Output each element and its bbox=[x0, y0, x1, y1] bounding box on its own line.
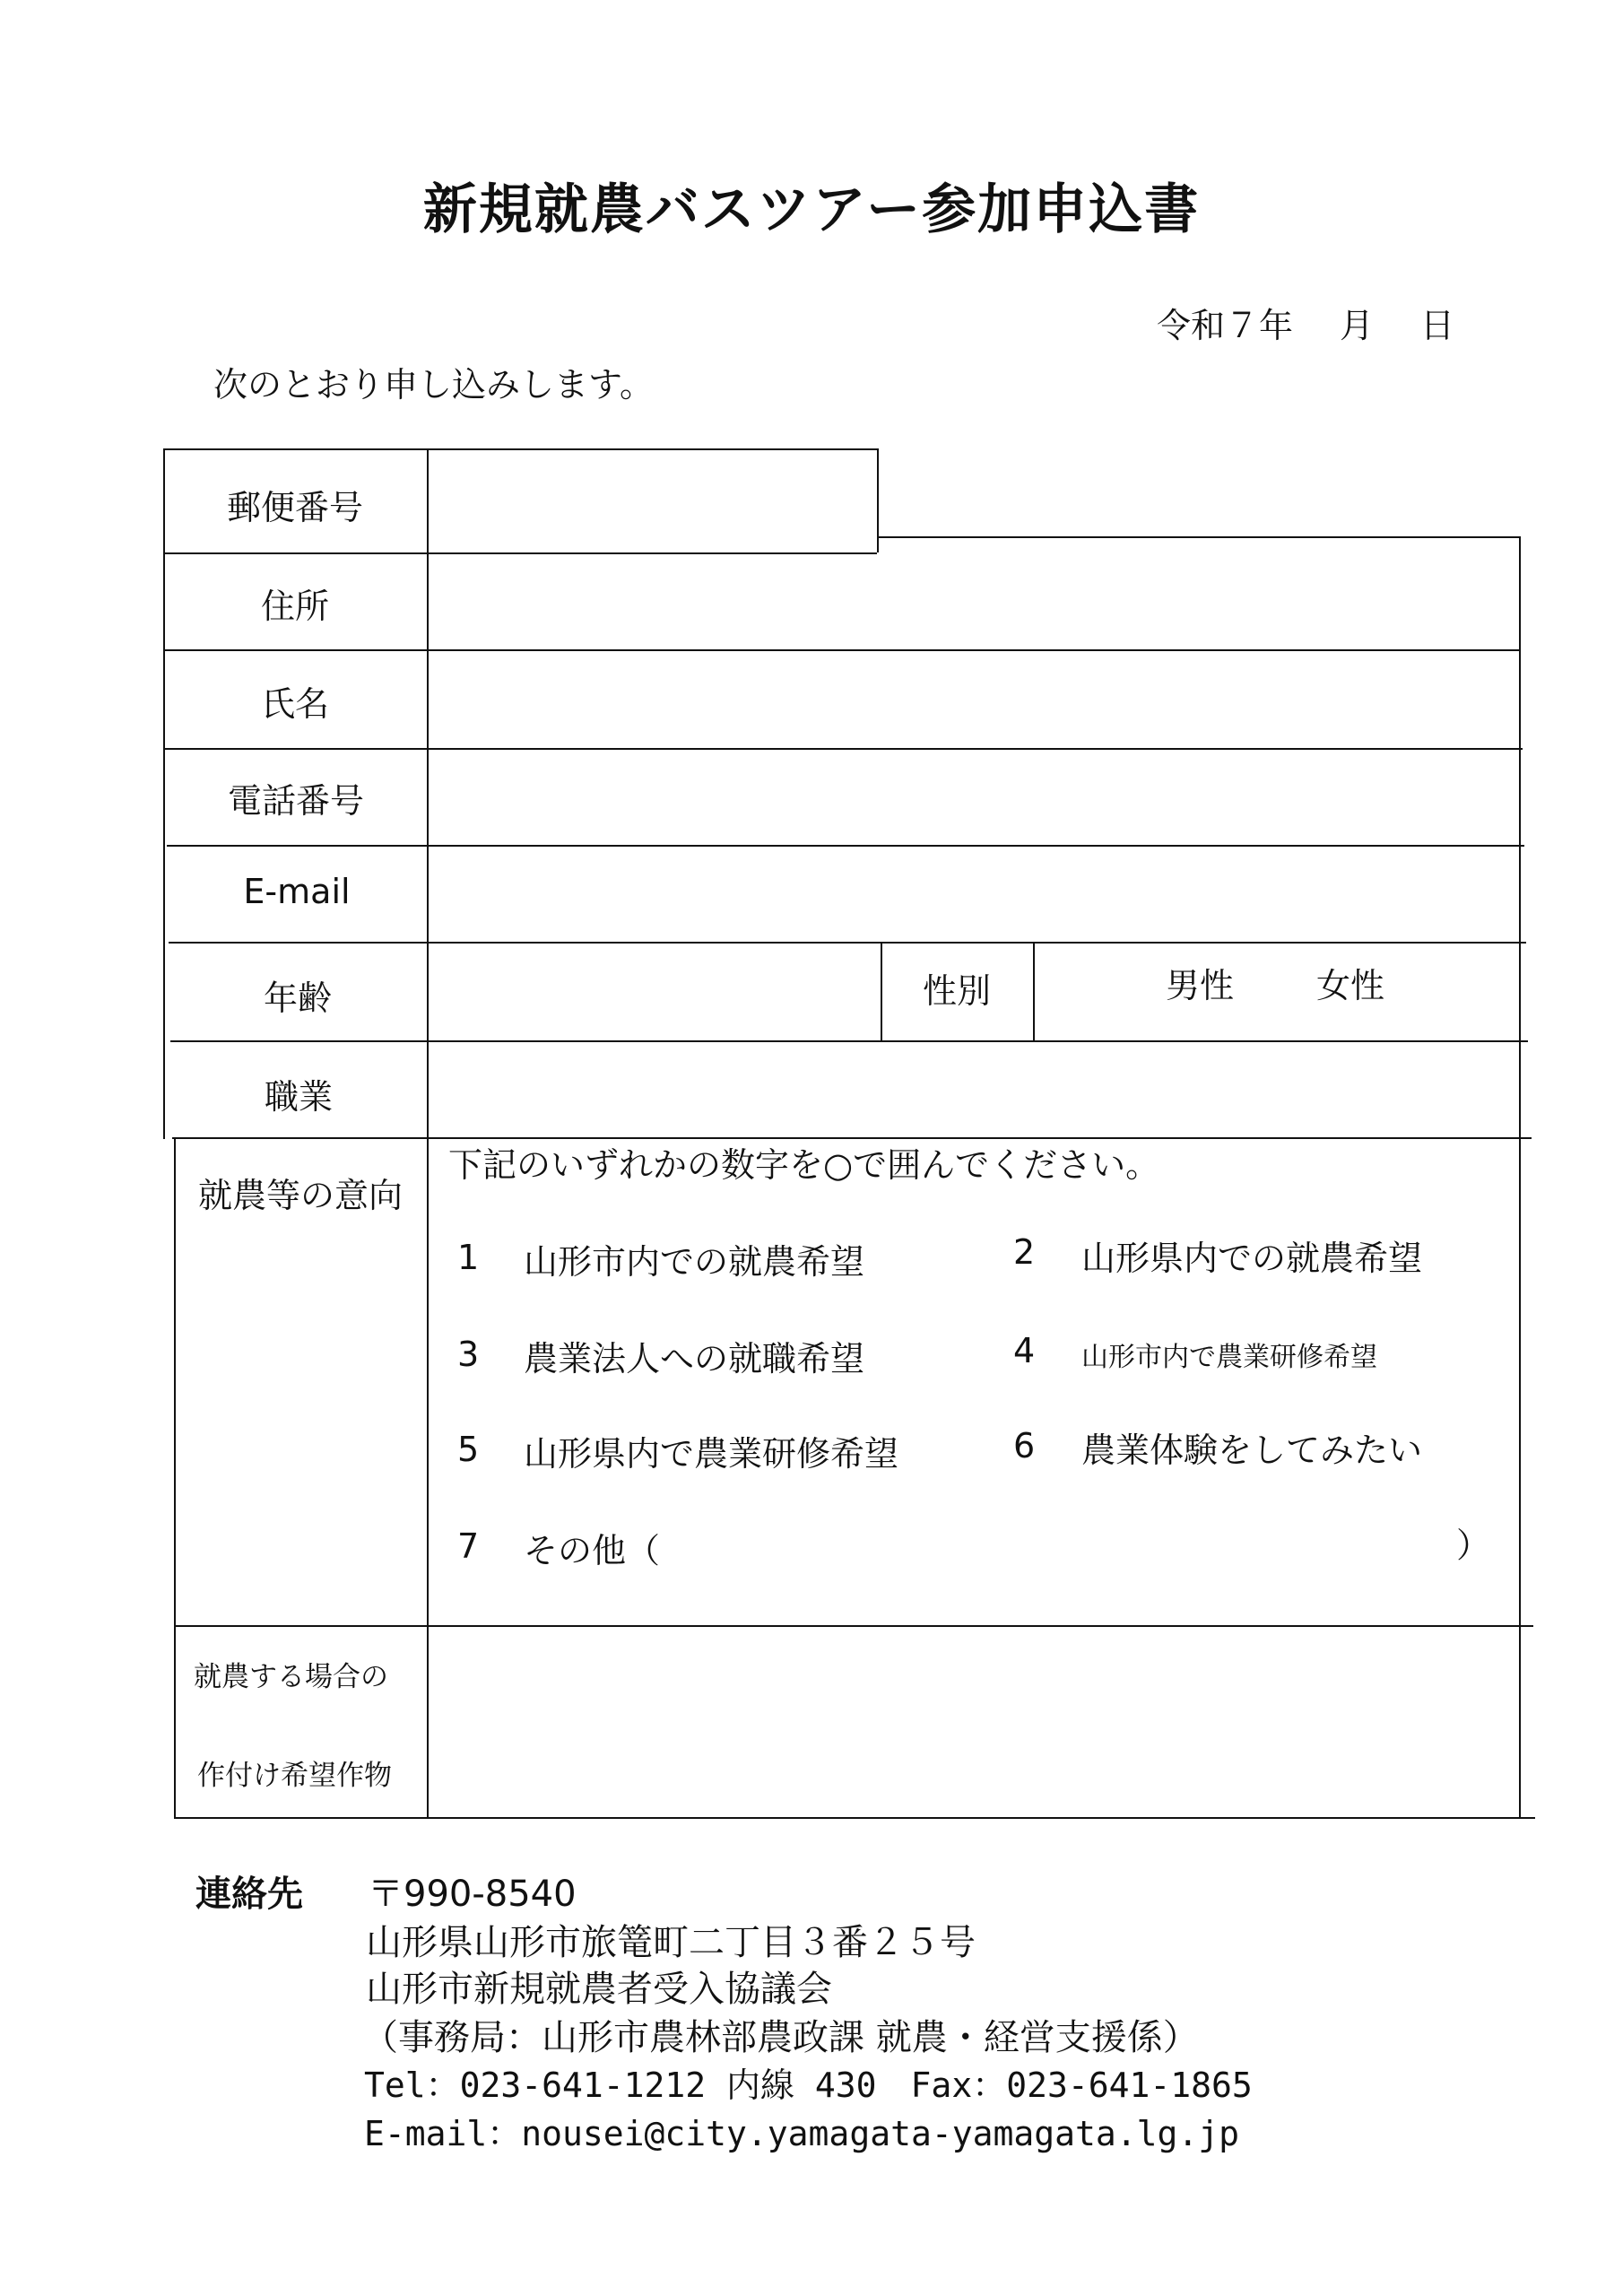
contact-office: （事務局：山形市農林部農政課 就農・経営支援係） bbox=[362, 2017, 1199, 2058]
option-1-text: 山形市内での就農希望 bbox=[524, 1242, 865, 1282]
option-5-text: 山形県内で農業研修希望 bbox=[524, 1434, 899, 1474]
gender-option-female[interactable]: 女性 bbox=[1316, 966, 1385, 1005]
occupation-label: 職業 bbox=[264, 1077, 333, 1117]
option-4-number[interactable]: 4 bbox=[1013, 1331, 1036, 1370]
name-field[interactable] bbox=[429, 651, 1517, 746]
email-field[interactable] bbox=[429, 847, 1517, 940]
crop-label-line2: 作付け希望作物 bbox=[197, 1760, 392, 1792]
date-era: 令和７年 bbox=[1157, 306, 1294, 345]
age-label: 年齢 bbox=[263, 978, 332, 1018]
page-title: 新規就農バスツアー参加申込書 bbox=[422, 178, 1201, 241]
option-3-number[interactable]: 3 bbox=[457, 1335, 480, 1374]
option-4-text: 山形市内で農業研修希望 bbox=[1081, 1342, 1377, 1373]
contact-heading: 連絡先 bbox=[195, 1874, 303, 1915]
gender-option-male[interactable]: 男性 bbox=[1166, 966, 1235, 1005]
option-7-number[interactable]: 7 bbox=[457, 1526, 480, 1566]
option-6-text: 農業体験をしてみたい bbox=[1081, 1431, 1423, 1470]
option-2-text: 山形県内での就農希望 bbox=[1081, 1239, 1423, 1278]
phone-label: 電話番号 bbox=[227, 781, 364, 821]
contact-email[interactable]: E-mail：nousei@city.yamagata-yamagata.lg.jp bbox=[364, 2114, 1239, 2153]
date-month: 月 bbox=[1340, 306, 1375, 345]
age-field[interactable] bbox=[429, 944, 879, 1039]
date-day: 日 bbox=[1420, 306, 1455, 345]
other-field[interactable] bbox=[681, 1525, 1453, 1568]
contact-address: 山形県山形市旅篭町二丁目３番２５号 bbox=[366, 1922, 976, 1963]
occupation-field[interactable] bbox=[429, 1042, 1517, 1135]
option-5-number[interactable]: 5 bbox=[457, 1430, 480, 1469]
contact-phone: Tel：023-641-1212 内線 430 Fax：023-641-1865 bbox=[364, 2066, 1253, 2105]
name-label: 氏名 bbox=[260, 684, 329, 724]
address-label: 住所 bbox=[260, 587, 329, 626]
crop-label-line1: 就農する場合の bbox=[194, 1661, 388, 1693]
crop-field[interactable] bbox=[430, 1629, 1517, 1815]
intention-instruction: 下記のいずれかの数字を○で囲んでください。 bbox=[448, 1145, 1160, 1185]
email-label: E-mail bbox=[243, 872, 351, 911]
contact-postal: 〒990-8540 bbox=[368, 1874, 577, 1915]
postal-code-field[interactable] bbox=[429, 450, 875, 551]
option-2-number[interactable]: 2 bbox=[1013, 1232, 1036, 1272]
address-field[interactable] bbox=[429, 554, 1517, 648]
option-1-number[interactable]: 1 bbox=[457, 1238, 480, 1277]
phone-field[interactable] bbox=[429, 750, 1517, 843]
option-7-close: ） bbox=[1456, 1526, 1491, 1565]
intention-label: 就農等の意向 bbox=[197, 1176, 403, 1215]
intro-text: 次のとおり申し込みします。 bbox=[213, 365, 654, 404]
postal-code-label: 郵便番号 bbox=[226, 488, 363, 527]
option-3-text: 農業法人への就職希望 bbox=[524, 1339, 865, 1378]
option-7-text: その他（ bbox=[524, 1531, 661, 1570]
contact-organization: 山形市新規就農者受入協議会 bbox=[366, 1969, 832, 2010]
gender-label: 性別 bbox=[922, 971, 991, 1011]
option-6-number[interactable]: 6 bbox=[1013, 1426, 1036, 1465]
date-line bbox=[1157, 298, 1454, 347]
